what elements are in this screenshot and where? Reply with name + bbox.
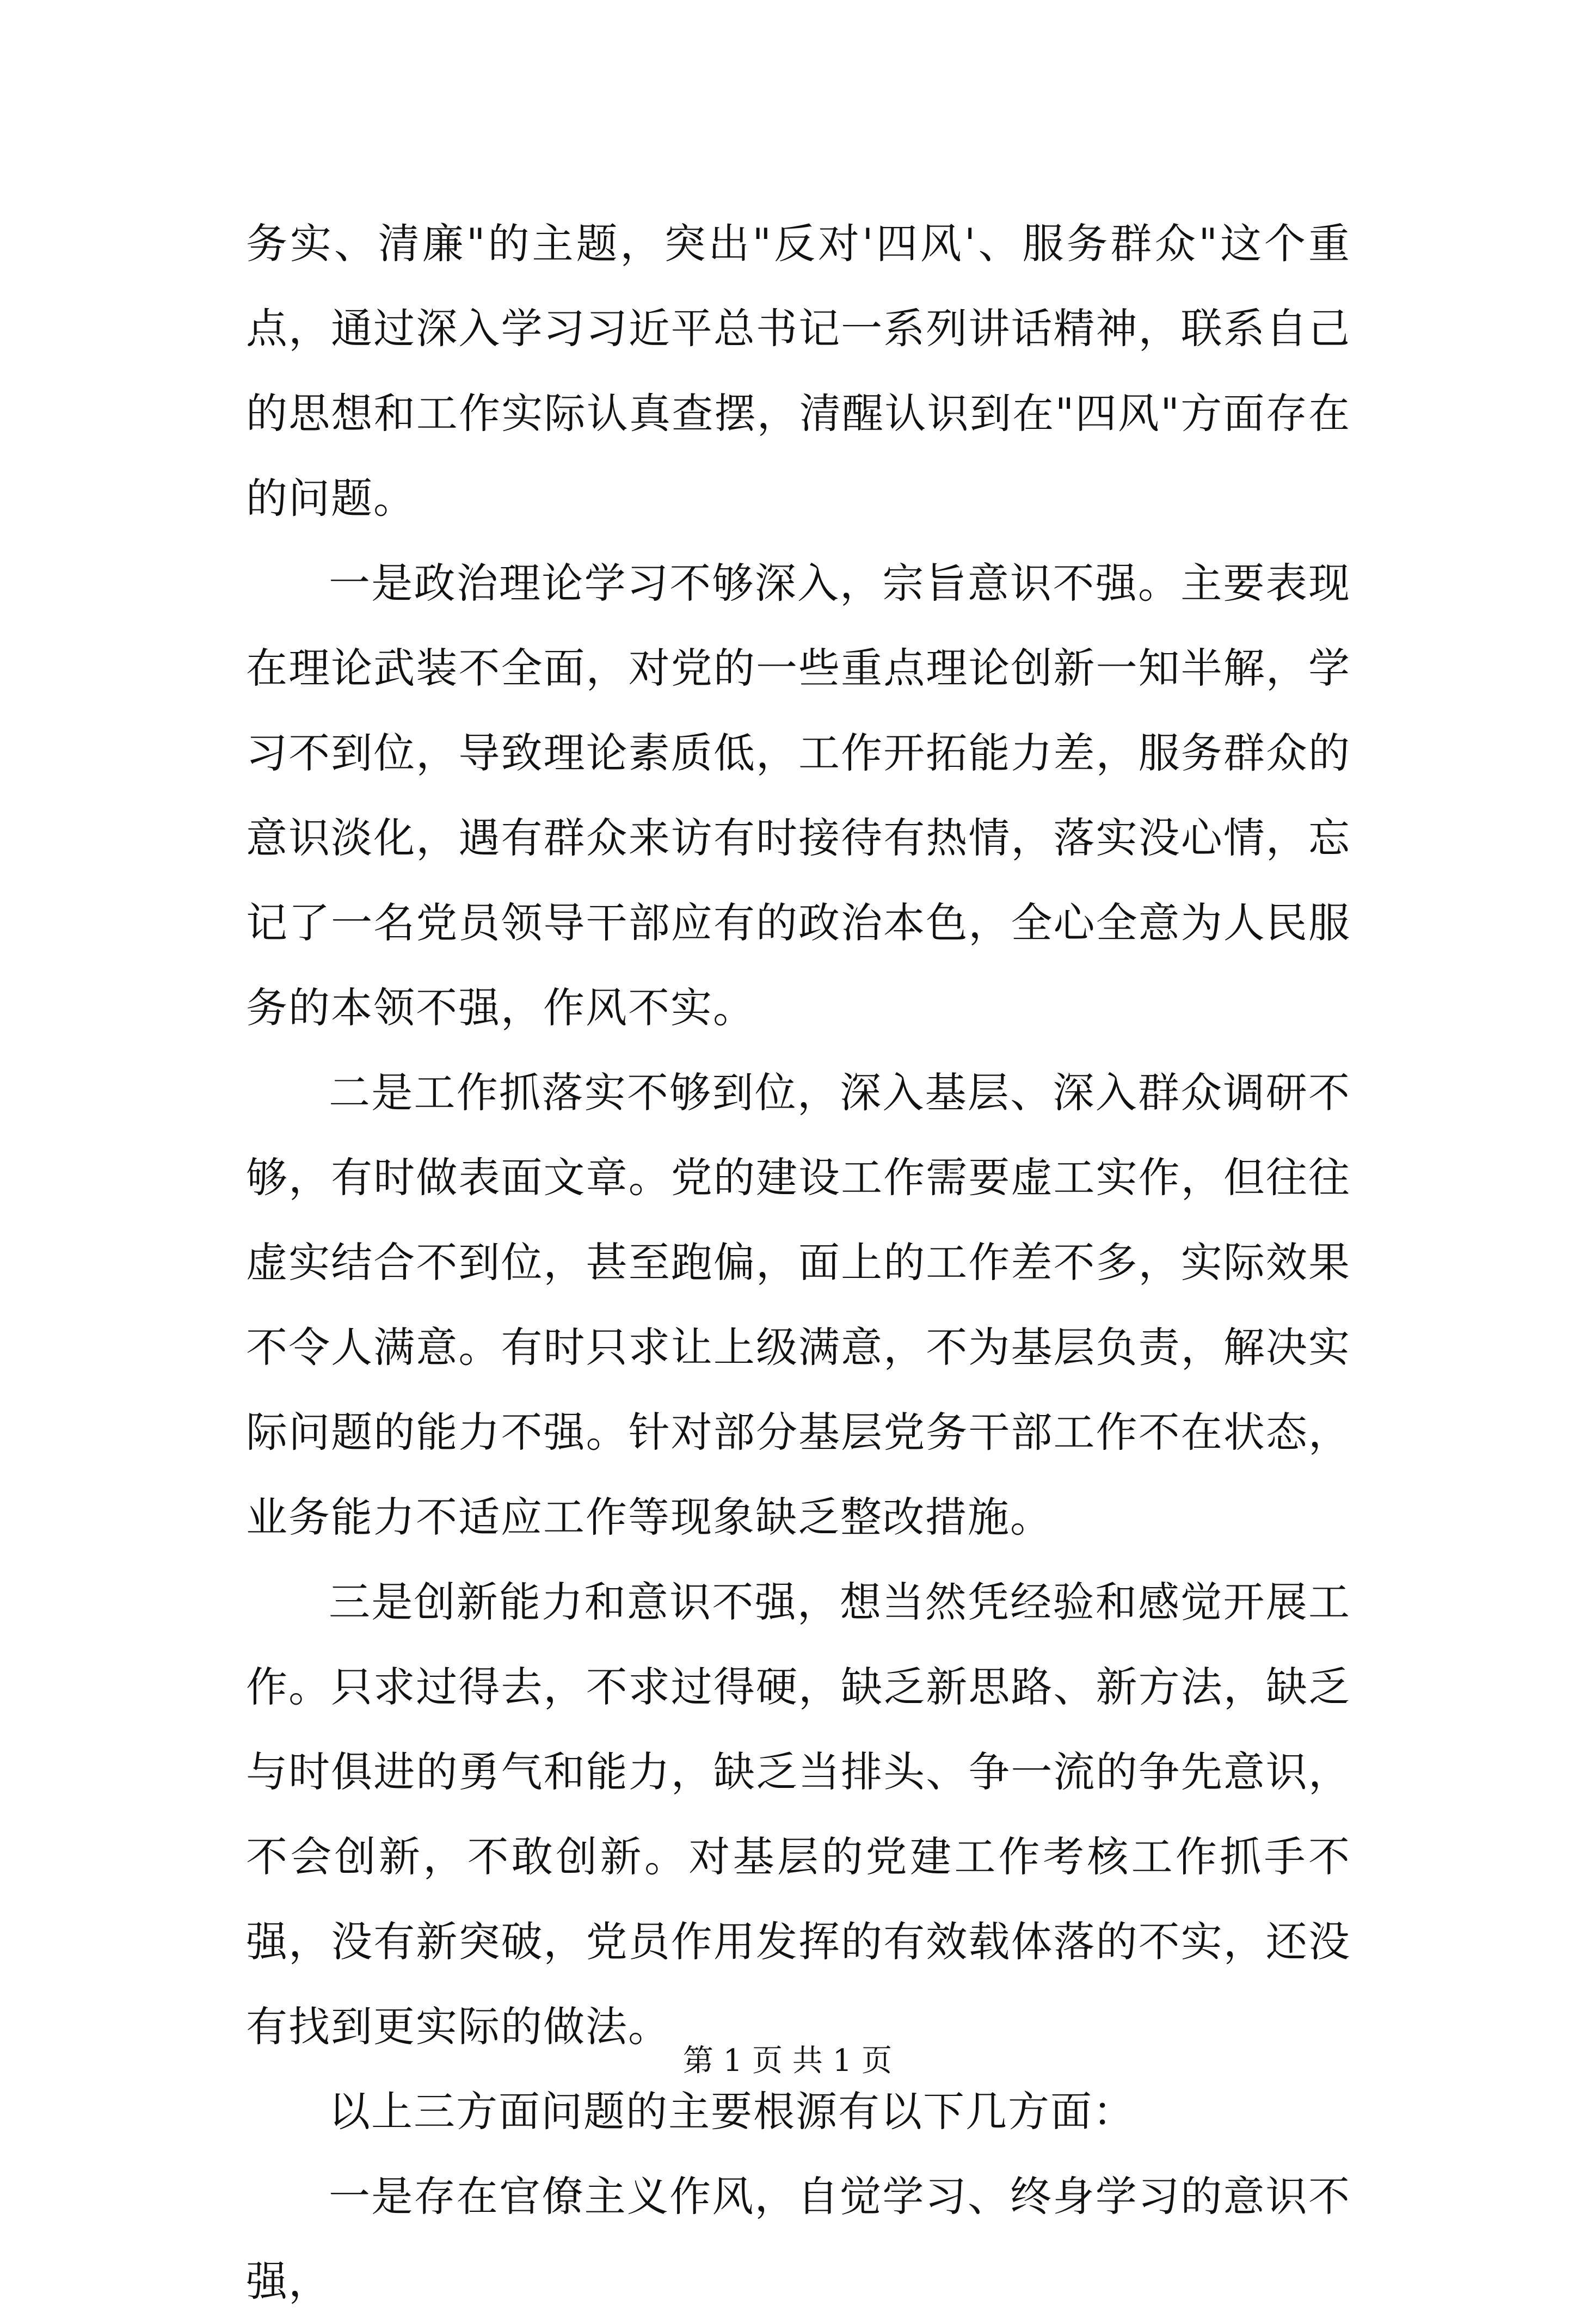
page-number-label: 第 1 页 共 1 页 bbox=[682, 2043, 893, 2079]
paragraph-point-two: 二是工作抓落实不够到位，深入基层、深入群众调研不够，有时做表面文章。党的建设工作需要虚工实作，但往往虚实结合不到位，甚至跑偏，面上的工作差不多，实际效果不令人满意。有时只求让上级满意，不为基层负责，解决实际问题的能力不强。针对部分基层党务干部工作不在状态，业务能力不适应工作等现象缺乏整改措施。 bbox=[246, 1068, 1351, 1541]
paragraph-continuation: 务实、清廉"的主题，突出"反对'四风'、服务群众"这个重点，通过深入学习习近平总书记一系列讲话精神，联系自己的思想和工作实际认真查摆，清醒认识到在"四风"方面存在的问题。 bbox=[246, 219, 1351, 522]
page-footer bbox=[0, 2042, 1575, 2080]
paragraph-root-causes-intro: 以上三方面问题的主要根源有以下几方面： bbox=[329, 2087, 1135, 2136]
paragraph-point-one: 一是政治理论学习不够深入，宗旨意识不强。主要表现在理论武装不全面，对党的一些重点理论创新一知半解，学习不到位，导致理论素质低，工作开拓能力差，服务群众的意识淡化，遇有群众来访有时接待有热情，落实没心情，忘记了一名党员领导干部应有的政治本色，全心全意为人民服务的本领不强，作风不实。 bbox=[246, 559, 1351, 1032]
document-body bbox=[246, 201, 1351, 2324]
paragraph-root-cause-one: 一是存在官僚主义作风，自觉学习、终身学习的意识不强， bbox=[246, 2172, 1351, 2305]
paragraph-point-three: 三是创新能力和意识不强，想当然凭经验和感觉开展工作。只求过得去，不求过得硬，缺乏新思路、新方法，缺乏与时俱进的勇气和能力，缺乏当排头、争一流的争先意识，不会创新，不敢创新。对基层的党建工作考核工作抓手不强，没有新突破，党员作用发挥的有效载体落的不实，还没有找到更实际的做法。 bbox=[246, 1578, 1351, 2051]
